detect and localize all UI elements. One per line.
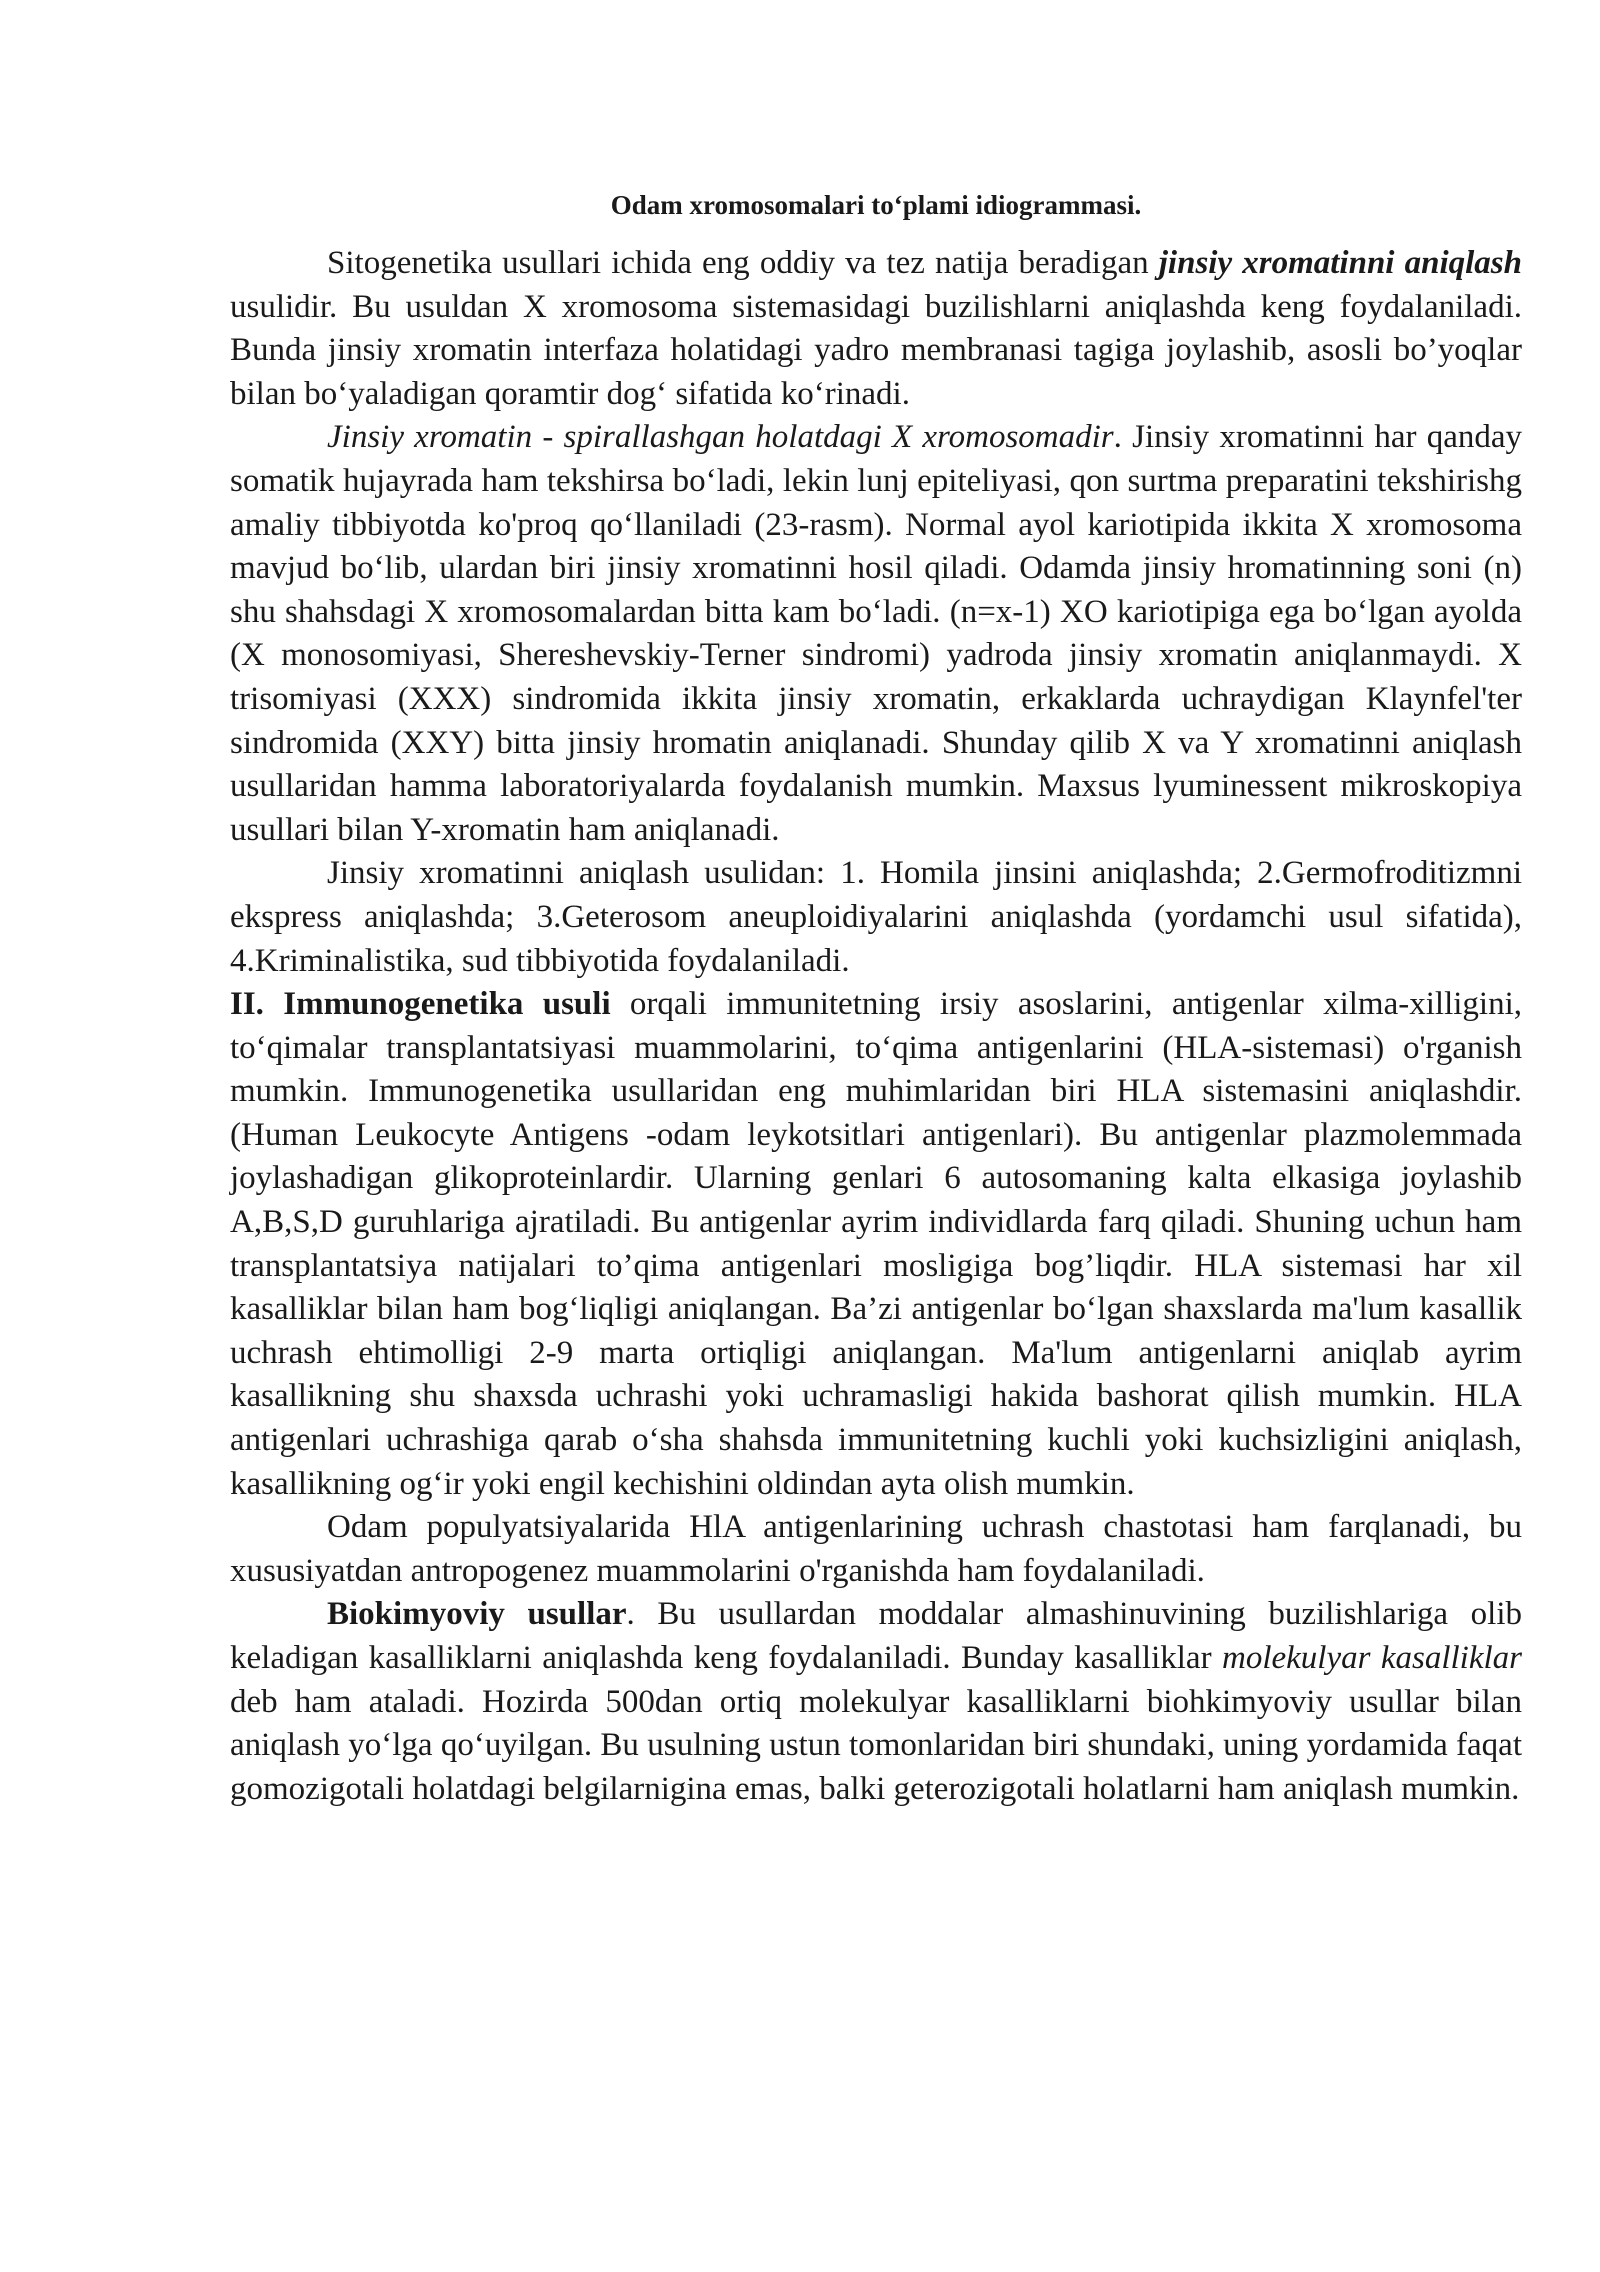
paragraph-applications: Jinsiy xromatinni aniqlash usulidan: 1. Homila jinsini aniqlashda; 2.Germofroditizmni ekspress aniqlashda; 3.Geterosom aneuploidiyalarini aniqlashda (yordamchi usul sifatida), 4.Kriminalistika, sud tibbiyotida foydalaniladi. [230, 855, 1522, 979]
paragraph-hla-populations: Odam populyatsiyalarida HlA antigenlarining uchrash chastotasi ham farqlanadi, bu xususiyatdan antropogenez muammolarini o'rganishda ham foydalaniladi. [230, 1509, 1522, 1589]
document-title: Odam xromosomalari to‘plami idiogrammasi. [610, 190, 1142, 220]
paragraph-text: deb ham ataladi. Hozirda 500dan ortiq molekulyar kasalliklarni biohkimyoviy usullar bilan aniqlash yo‘lga qo‘uyilgan. Bu usulning ustun tomonlaridan biri shundaki, uning yordamida faqat gomozigotali holatdagi belgilarnigina emas, balki geterozigotali holatlarni ham aniqlash mumkin. [230, 1683, 1522, 1807]
paragraph-sex-chromatin-method [230, 242, 1522, 416]
paragraph-text: usulidir. Bu usuldan X xromosoma sistemasidagi buzilishlarni aniqlashda keng foydalaniladi. Bunda jinsiy xromatin interfaza holatidagi yadro membranasi tagiga joylashib, asosli bo’yoqlar bilan bo‘yaladigan qoramtir dog‘ sifatida ko‘rinadi. [230, 288, 1522, 412]
italic-term: molekulyar kasalliklar [1221, 1640, 1522, 1676]
italic-definition: Jinsiy xromatin - spirallashgan holatdagi X xromosomadir [327, 419, 1114, 456]
paragraph-text: orqali immunitetning irsiy asoslarini, antigenlar xilma-xilligini, to‘qimalar transplantatsiyasi muammolarini, to‘qima antigenlarini (HLA-sistemasi) o'rganish mumkin. Immunogenetika usullaridan eng muhimlaridan biri HLA sistemasini aniqlashdir. (Human Leukocyte Antigens -odam leykotsitlari antigenlari). Bu antigenlar plazmolemmada joylashadigan glikoproteinlardir. Ularning genlari 6 autosomaning kalta elkasiga joylashib A,B,S,D guruhlariga ajratiladi. Bu antigenlar ayrim individlarda farq qiladi. Shuning uchun ham transplantatsiya natijalari to’qima antigenlari mosligiga bog’liqdir. HLA sistemasi har xil kasalliklar bilan ham bog‘liqligi aniqlangan. Ba’zi antigenlar bo‘lgan shaxslarda ma'lum kasallik uchrash ehtimolligi 2-9 marta ortiqligi aniqlangan. Ma'lum antigenlarni aniqlab ayrim kasallikning shu shaxsda uchrashi yoki uchramasligi hakida bashorat qilish mumkin. HLA antigenlari uchrashiga qarab o‘sha shahsda immunitetning kuchli yoki kuchsizligini aniqlash, kasallikning og‘ir yoki engil kechishini oldindan ayta olish mumkin. [230, 986, 1522, 1502]
paragraph-sex-chromatin-definition [230, 416, 1522, 852]
paragraph-biochemical-methods [230, 1593, 1522, 1811]
paragraph-immunogenetics [230, 983, 1522, 1506]
paragraph-text: . Bu usullardan moddalar almashinuvining buzilishlariga olib keladigan kasalliklarni aniqlashda keng foydalaniladi. Bunday kasalliklar [230, 1596, 1522, 1676]
paragraph-text: Sitogenetika usullari ichida eng oddiy va tez natija beradigan [327, 245, 1159, 281]
section-heading-biochemical: Biokimyoviy usullar [327, 1596, 627, 1633]
section-heading-immunogenetics: II. Immunogenetika usuli [230, 986, 611, 1023]
paragraph-text: . Jinsiy xromatinni har qanday somatik hujayrada ham tekshirsa bo‘ladi, lekin lunj epiteliyasi, qon surtma preparatini tekshirishg amaliy tibbiyotda ko'proq qo‘llaniladi (23-rasm). Normal ayol kariotipida ikkita X xromosoma mavjud bo‘lib, ulardan biri jinsiy xromatinni hosil qiladi. Odamda jinsiy hromatinning soni (n) shu shahsdagi X xromosomalardan bitta kam bo‘ladi. (n=x-1) XO kariotipiga ega bo‘lgan ayolda (X monosomiyasi, Shereshevskiy-Terner sindromi) yadroda jinsiy xromatin aniqlanmaydi. X trisomiyasi (XXX) sindromida ikkita jinsiy xromatin, erkaklarda uchraydigan Klaynfel'ter sindromida (XXY) bitta jinsiy hromatin aniqlanadi. Shunday qilib X va Y xromatinni aniqlash usullaridan hamma laboratoriyalarda foydalanish mumkin. Maxsus lyuminessent mikroskopiya usullari bilan Y-xromatin ham aniqlanadi. [230, 419, 1522, 848]
emphasized-term: jinsiy xromatinni aniqlash [1158, 245, 1523, 281]
document-page [230, 178, 1522, 1811]
